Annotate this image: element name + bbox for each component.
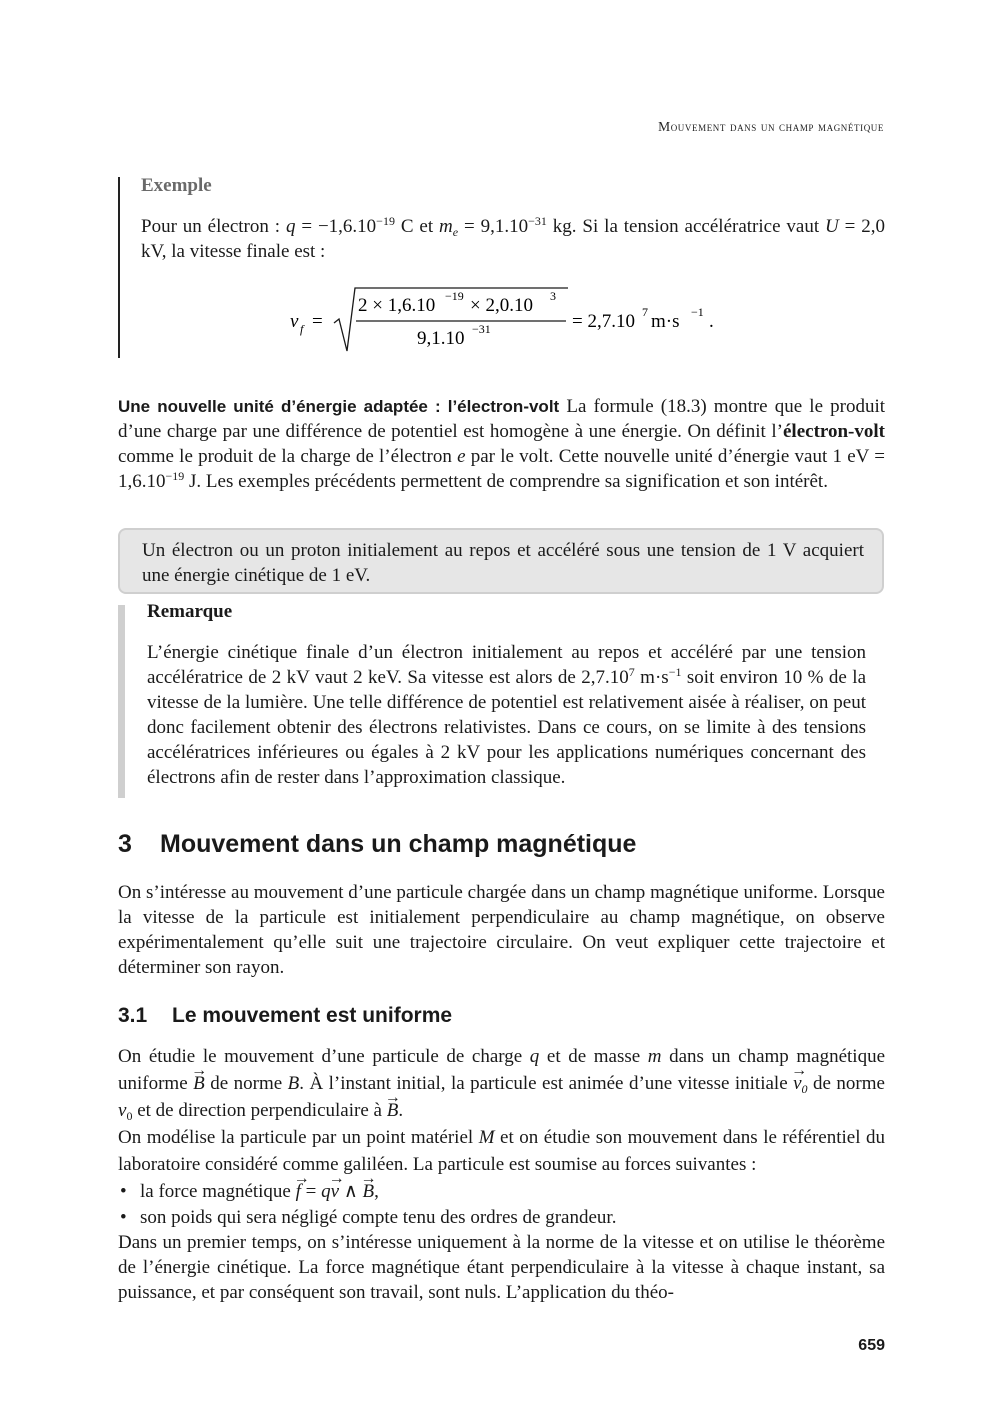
section-3-1-paragraph-2: On modélise la particule par un point matériel M et on étudie son mouvement dans le référentiel du laboratoire considéré comme galiléen. La particule est soumise au forces suivantes :	[118, 1127, 885, 1175]
formula-result-exp: 7	[642, 305, 648, 319]
formula-denominator-exp: −31	[472, 322, 491, 336]
remark-left-rule	[118, 605, 125, 798]
section-3-1-paragraph-1: On étudie le mouvement d’une particule de charge q et de masse m dans un champ magnétique uniforme → B de norme B. À l’instant initial, la particule est animée d’une vitesse initiale → $v_0$ de norme $v_0$ et de direction perpendiculaire à → B.	[118, 1043, 885, 1124]
formula-lhs-sub: f	[300, 322, 304, 336]
vector-v: → v	[331, 1178, 339, 1205]
vector-B: → B	[387, 1097, 399, 1124]
electron-volt-paragraph: Une nouvelle unité d’énergie adaptée : l’électron-volt La formule (18.3) montre que le produit d’une charge par une différence de potentiel est homogène à une énergie. On définit l’électron-volt comme le produit de la charge de l’électron e par le volt. Cette nouvelle unité d’énergie vaut 1 eV = $1,6.10^{-19}$ J. Les exemples précédents permettent de comprendre sa signification et son intérêt.	[118, 396, 886, 492]
vector-v0: → $v_0$	[793, 1070, 807, 1097]
section-3-1-title: Le mouvement est uniforme	[172, 1004, 453, 1027]
section-3-1-paragraph-3: Dans un premier temps, on s’intéresse uniquement à la norme de la vitesse et on utilise le théorème de l’énergie cinétique. La force magnétique étant perpendiculaire à la vitesse à chaque instant, sa puissance, et par conséquent son travail, sont nuls. L’application du théo-	[118, 1232, 885, 1303]
section-3-1-heading	[118, 1004, 452, 1028]
formula-numerator-exp: −19	[445, 289, 464, 303]
formula-result-end: .	[709, 311, 714, 332]
velocity-formula	[290, 283, 730, 355]
formula-result-unit: m·s	[651, 311, 680, 332]
page-number: 659	[858, 1337, 885, 1354]
running-header: Mouvement dans un champ magnétique	[658, 119, 884, 134]
formula-numerator-tail: × 2,0.10	[470, 295, 533, 316]
section-3-paragraph: On s’intéresse au mouvement d’une particule chargée dans un champ magnétique uniforme. Lorsque la vitesse de la particule est initialement perpendiculaire au champ magnétique, on observe expérimentalement qu’elle suit une trajectoire circulaire. On veut expliquer cette trajectoire et déterminer son rayon.	[118, 882, 885, 978]
section-3-1-body	[118, 1043, 885, 1305]
formula-numerator-tail-exp: 3	[550, 289, 556, 303]
formula-result-unit-exp: −1	[691, 305, 704, 319]
formula-equals: =	[312, 311, 323, 332]
section-3-number: 3	[118, 830, 132, 858]
remark-paragraph: L’énergie cinétique finale d’un électron initialement au repos et accéléré par une tension accélératrice de 2 kV vaut 2 keV. Sa vitesse est alors de 2,7.10$^7$ $m\cdot s^{-1}$ soit environ 10 % de la vitesse de la lumière. Une telle différence de potentiel est relativement aisée à réaliser, on peut donc facilement obtenir des électrons relativistes. Dans ce cours, on se limite à des tensions accélératrices inférieures ou égales à 2 kV pour les applications numériques concernant des électrons afin de rester dans l’approximation classique.	[147, 642, 866, 788]
formula-result: = 2,7.10	[572, 311, 635, 332]
key-point-text: Un électron ou un proton initialement au repos et accéléré sous une tension de 1 V acquiert une énergie cinétique de 1 eV.	[142, 540, 864, 586]
run-in-heading: Une nouvelle unité d’énergie adaptée : l’électron-volt	[118, 397, 560, 416]
formula-numerator: 2 × 1,6.10	[358, 295, 436, 316]
formula-lhs-var: v	[290, 311, 299, 332]
example-paragraph: Pour un électron : $q = -1,6.10^{-19}$ C et $m_e = 9,1.10^{-31}$ kg. Si la tension accélératrice vaut U = 2,0 kV, la vitesse finale est :	[141, 214, 886, 262]
vector-B: → B	[362, 1178, 374, 1205]
section-3-heading	[118, 830, 636, 859]
key-point-box	[118, 528, 884, 594]
example-left-rule	[118, 177, 120, 358]
bullet-item: • la force magnétique → f = q→ v ∧ → B,	[118, 1178, 885, 1205]
formula-denominator: 9,1.10	[417, 328, 465, 349]
section-3-1-number: 3.1	[118, 1004, 148, 1027]
vector-f: → f	[296, 1178, 301, 1205]
vector-B: → B	[193, 1070, 205, 1097]
example-title: Exemple	[141, 175, 212, 196]
bullet-item: • son poids qui sera négligé compte tenu des ordres de grandeur.	[118, 1205, 885, 1230]
remark-title: Remarque	[147, 601, 233, 622]
section-3-title: Mouvement dans un champ magnétique	[160, 830, 637, 858]
